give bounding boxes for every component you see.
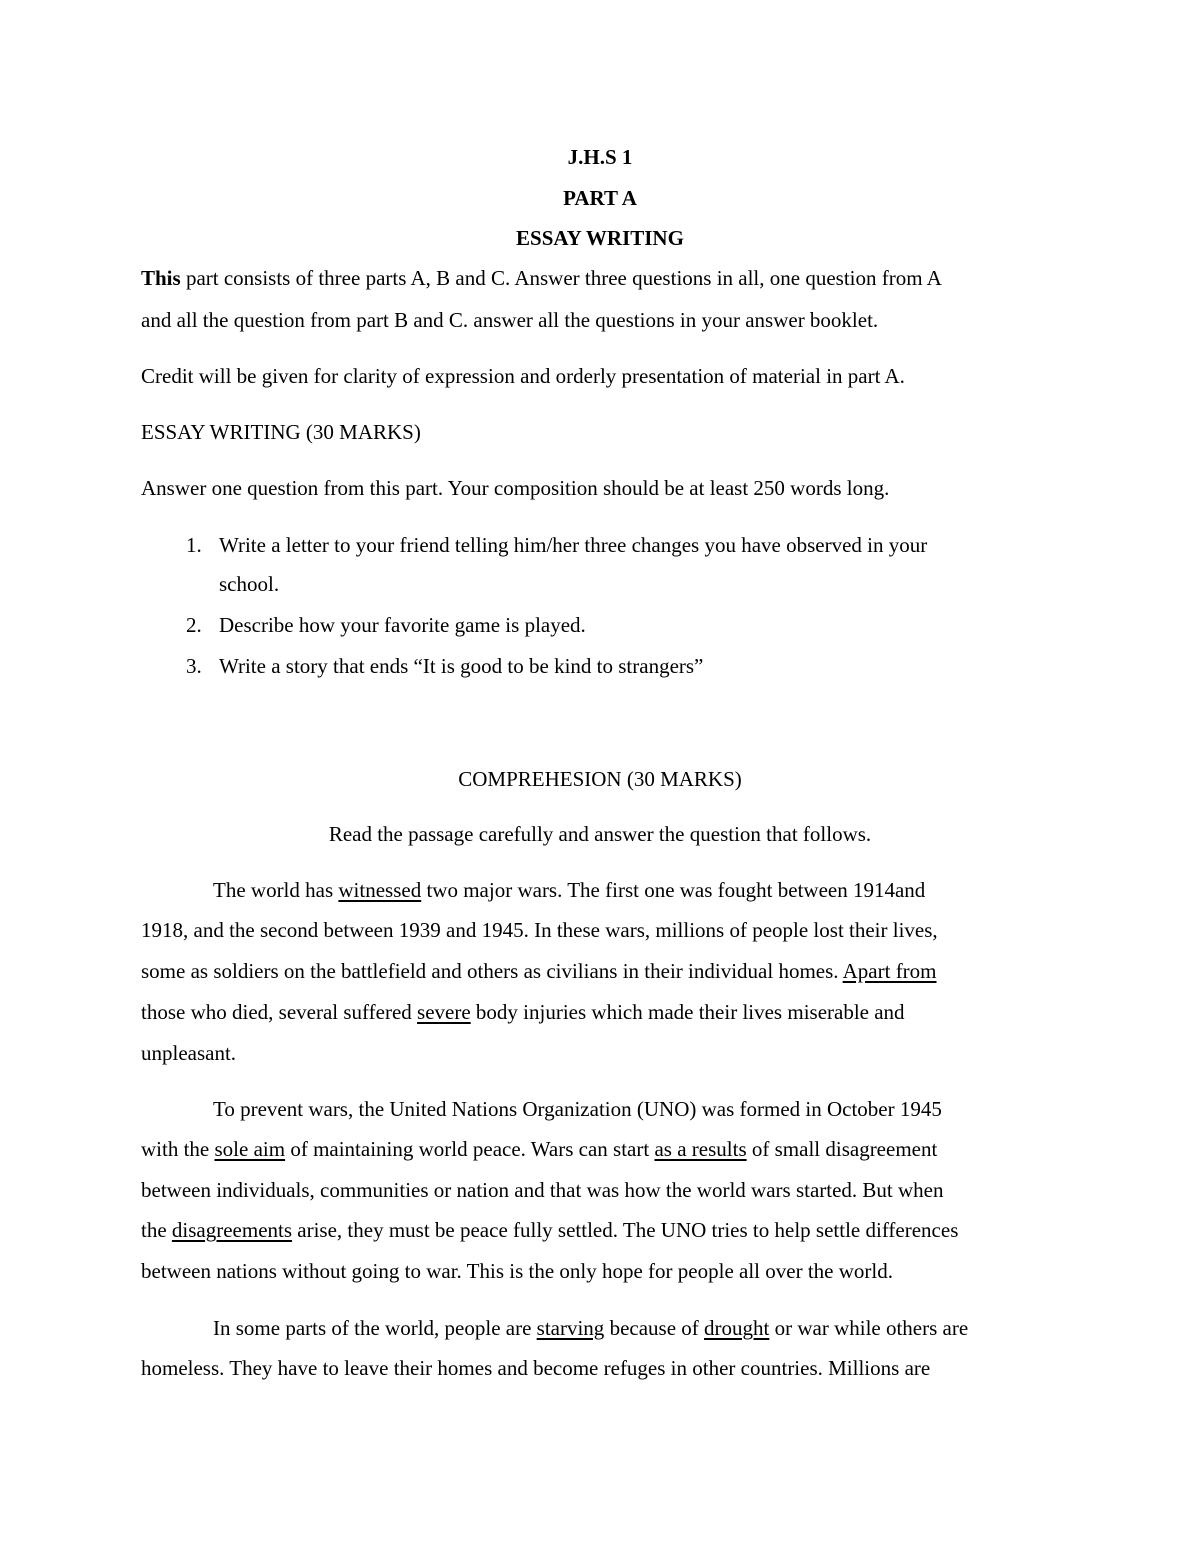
passage-p1-line-1 [213,877,925,903]
passage-text: of small disagreement [746,1137,938,1161]
passage-text: those who died, several suffered [141,1000,418,1024]
essay-instruction: Answer one question from this part. Your composition should be at least 250 words long. [141,476,890,500]
passage-text: arise, they must be peace fully settled. The UNO tries to help settle differences [292,1218,959,1242]
underlined-word-starving: starving [536,1316,605,1340]
underlined-word-disagreements: disagreements [171,1218,293,1242]
passage-text: two major wars. The first one was fought between 1914and [421,878,926,902]
passage-p2-line-2 [141,1136,937,1162]
passage-p1-line-3 [141,958,937,984]
instructions-line-1-text: part consists of three parts A, B and C. Answer three questions in all, one question from A [180,266,942,290]
passage-p2-line-4 [141,1217,958,1243]
essay-heading: ESSAY WRITING (30 MARKS) [141,420,421,444]
passage-p2-line-3: between individuals, communities or nation and that was how the world wars started. But when [141,1178,944,1202]
underlined-word-as-a-results: as a results [654,1137,747,1161]
credit-note: Credit will be given for clarity of expression and orderly presentation of material in part A. [141,364,905,388]
question-1-number: 1. [186,533,202,557]
underlined-word-witnessed: witnessed [338,878,422,902]
passage-text: body injuries which made their lives miserable and [470,1000,905,1024]
section-title: ESSAY WRITING [516,226,684,250]
passage-p3-line-1 [213,1315,968,1341]
underlined-word-apart-from: Apart from [842,959,937,983]
passage-p2-line-1: To prevent wars, the United Nations Organization (UNO) was formed in October 1945 [213,1097,942,1121]
comprehension-heading: COMPREHESION (30 MARKS) [458,767,742,791]
passage-text: the [141,1218,172,1242]
passage-p1-line-4 [141,999,905,1025]
question-1-line-1: Write a letter to your friend telling him/her three changes you have observed in your [219,533,928,557]
instructions-line-2: and all the question from part B and C. answer all the questions in your answer booklet. [141,308,879,332]
passage-p2-line-5: between nations without going to war. This is the only hope for people all over the world. [141,1259,893,1283]
question-2-line-1: Describe how your favorite game is played. [219,613,586,637]
question-1-line-2: school. [219,572,280,596]
question-2-number: 2. [186,613,202,637]
passage-text: because of [604,1316,705,1340]
instructions-lead: This [141,266,181,290]
underlined-word-drought: drought [704,1316,770,1340]
question-3-line-1: Write a story that ends “It is good to be kind to strangers” [219,654,704,678]
passage-text: In some parts of the world, people are [213,1316,537,1340]
passage-text: some as soldiers on the battlefield and others as civilians in their individual homes. [141,959,843,983]
instructions-line-1 [141,265,942,291]
passage-text: The world has [213,878,339,902]
class-label: J.H.S 1 [567,145,633,169]
passage-p1-line-2: 1918, and the second between 1939 and 1945. In these wars, millions of people lost their lives, [141,918,938,942]
underlined-word-sole-aim: sole aim [214,1137,286,1161]
passage-text: with the [141,1137,215,1161]
passage-text: of maintaining world peace. Wars can start [285,1137,655,1161]
underlined-word-severe: severe [417,1000,471,1024]
passage-text: or war while others are [769,1316,969,1340]
comprehension-instruction: Read the passage carefully and answer the question that follows. [328,822,872,846]
passage-p1-line-5: unpleasant. [141,1041,237,1065]
part-label: PART A [563,186,637,210]
passage-p3-line-2: homeless. They have to leave their homes and become refuges in other countries. Millions are [141,1356,931,1380]
question-3-number: 3. [186,654,202,678]
